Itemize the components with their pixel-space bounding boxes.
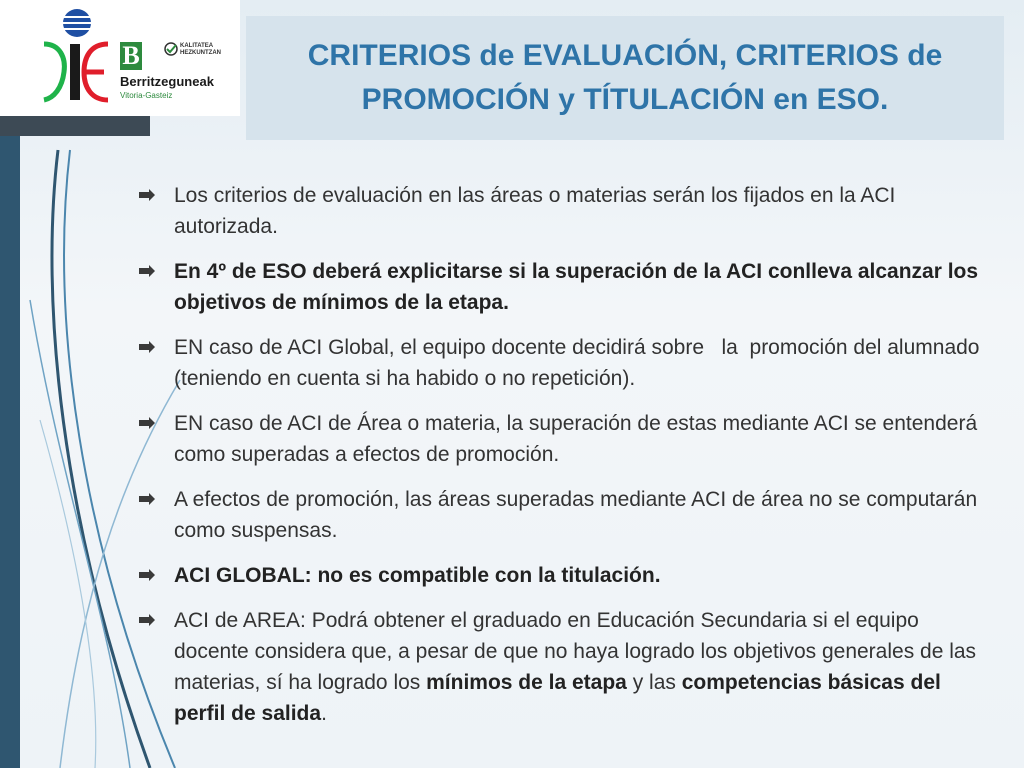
brand-b-icon: B [120, 42, 142, 70]
bullet-item: ACI de AREA: Podrá obtener el graduado en Educación Secundaria si el equipo docente considera que, a pesar de que no haya logrado los objetivos generales de las materias, sí ha logrado los mínimos de la etapa y las competencias básicas del perfil de salida. [138, 605, 998, 729]
arrow-bullet-icon [138, 417, 156, 429]
bullet-item: EN caso de ACI Global, el equipo docente decidirá sobre la promoción del alumnado (teniendo en cuenta si ha habido o no repetición). [138, 332, 998, 394]
quality-label: KALITATEA HEZKUNTZAN [180, 43, 221, 56]
arrow-bullet-icon [138, 569, 156, 581]
bullet-item: Los criterios de evaluación en las áreas o materias serán los fijados en la ACI autorizada. [138, 180, 998, 242]
bullet-item: ACI GLOBAL: no es compatible con la titulación. [138, 560, 998, 591]
bullet-item: EN caso de ACI de Área o materia, la superación de estas mediante ACI se entenderá como superadas a efectos de promoción. [138, 408, 998, 470]
slide-title: CRITERIOS de EVALUACIÓN, CRITERIOS de PROMOCIÓN y TÍTULACIÓN en ESO. [307, 39, 943, 116]
bullet-item: En 4º de ESO deberá explicitarse si la superación de la ACI conlleva alcanzar los objetivos de mínimos de la etapa. [138, 256, 998, 318]
quality-check-icon [164, 42, 178, 56]
brand-subtitle: Vitoria-Gasteiz [120, 91, 173, 100]
die-logo-icon [40, 40, 112, 104]
globe-icon [62, 8, 92, 38]
bullet-list [138, 180, 998, 743]
left-accent-bar [0, 136, 20, 768]
brand-name: Berritzeguneak [120, 74, 214, 89]
arrow-bullet-icon [138, 265, 156, 277]
arrow-bullet-icon [138, 493, 156, 505]
arrow-bullet-icon [138, 614, 156, 626]
slide-title-box [246, 16, 1004, 140]
arrow-bullet-icon [138, 341, 156, 353]
logo-area [0, 0, 240, 116]
header-dark-strip [0, 116, 150, 136]
arrow-bullet-icon [138, 189, 156, 201]
bullet-item: A efectos de promoción, las áreas superadas mediante ACI de área no se computarán como suspensas. [138, 484, 998, 546]
